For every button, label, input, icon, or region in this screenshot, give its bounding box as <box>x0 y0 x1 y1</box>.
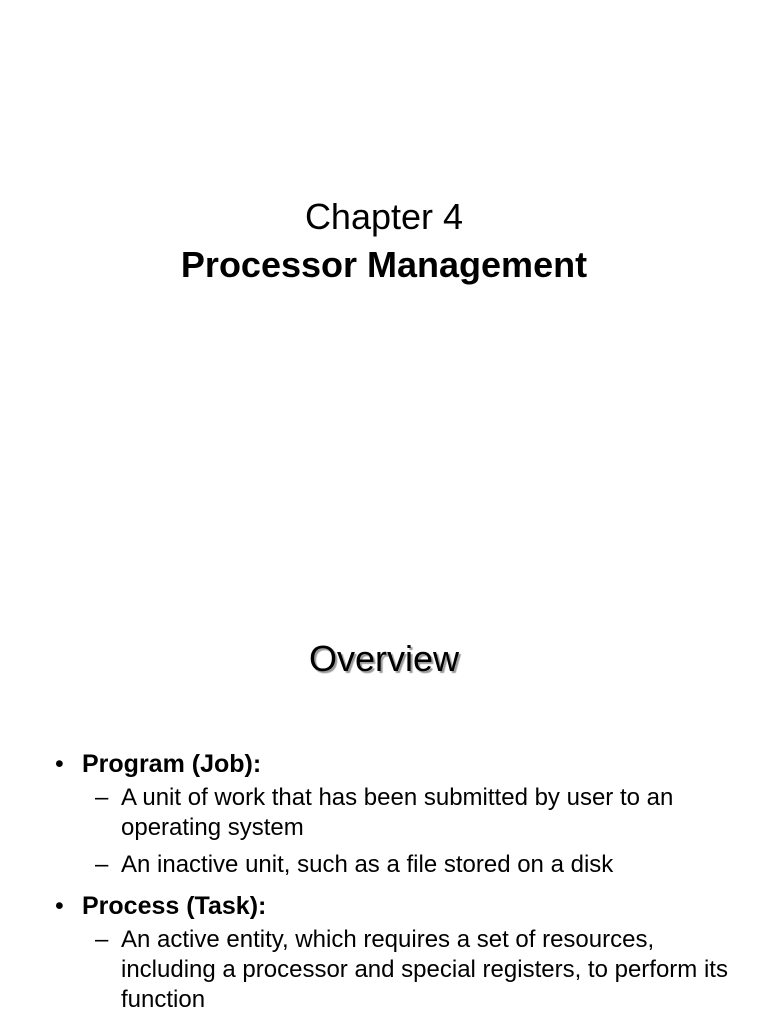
bullet-label: Program (Job): <box>82 750 262 778</box>
bullet-item-program <box>55 745 745 880</box>
sub-item <box>88 783 745 843</box>
sub-item-text: An inactive unit, such as a file stored on a disk <box>121 851 614 878</box>
dash-marker: – <box>95 926 109 953</box>
sub-list <box>82 783 745 880</box>
chapter-title: Processor Management <box>180 244 588 285</box>
sub-item <box>88 850 745 880</box>
dash-marker: – <box>95 784 109 811</box>
dash-marker: – <box>95 851 109 878</box>
bullet-list <box>55 745 745 1022</box>
bullet-marker: • <box>55 750 64 778</box>
sub-list <box>82 925 745 1015</box>
sub-item <box>88 925 745 1015</box>
overview-heading: Overview <box>308 638 460 679</box>
chapter-label: Chapter 4 <box>304 196 464 237</box>
bullet-item-process <box>55 887 745 1015</box>
bullet-label: Process (Task): <box>82 892 267 920</box>
bullet-marker: • <box>55 892 64 920</box>
sub-item-text: A unit of work that has been submitted by user to an operating system <box>121 784 674 841</box>
sub-item-text: An active entity, which requires a set of resources, including a processor and special registers, to perform its function <box>121 926 728 1013</box>
